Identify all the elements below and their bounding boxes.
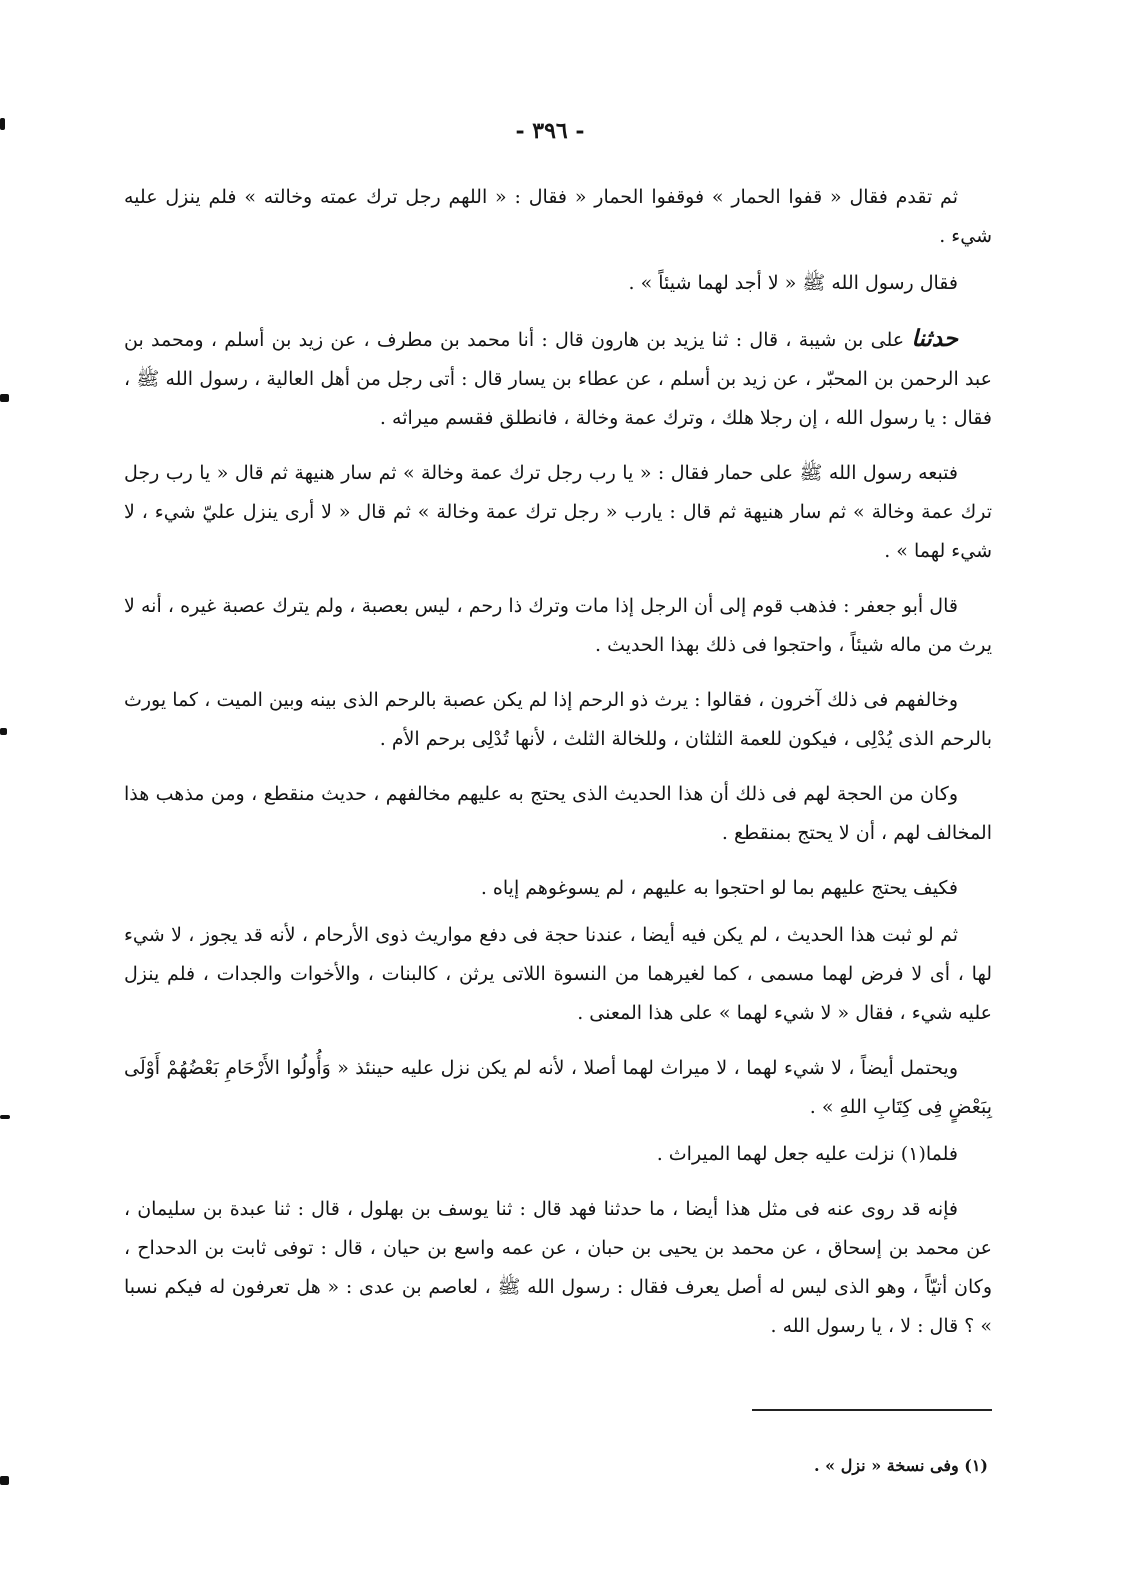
- footnote: (١) وفى نسخة « نزل » .: [814, 1456, 988, 1475]
- scan-edge-mark: [0, 118, 5, 130]
- paragraph-with-hadd: [124, 319, 992, 438]
- scan-edge-mark: [0, 1115, 10, 1119]
- paragraph-text: على بن شيبة ، قال : ثنا يزيد بن هارون قال : أنا محمد بن مطرف ، عن زيد بن أسلم ، ومحمد بن عبد الرحمن بن المحبّر ، عن زيد بن أسلم ، عن عطاء بن يسار قال : أتى رجل من أهل العالية ، رسول الله ﷺ ، فقال : يا رسول الله ، إن رجلا هلك ، وترك عمة وخالة ، فانطلق فقسم ميراثه .: [124, 329, 992, 429]
- paragraph: قال أبو جعفر : فذهب قوم إلى أن الرجل إذا مات وترك ذا رحم ، ليس بعصبة ، ولم يترك عصبة غيره ، أنه لا يرث من ماله شيئاً ، واحتجوا فى ذلك بهذا الحديث .: [124, 595, 992, 656]
- paragraph: وكان من الحجة لهم فى ذلك أن هذا الحديث الذى يحتج به عليهم مخالفهم ، حديث منقطع ، ومن مذهب هذا المخالف لهم ، أن لا يحتج بمنقطع .: [124, 783, 992, 844]
- paragraph: فقال رسول الله ﷺ « لا أجد لهما شيئاً » .: [628, 272, 958, 294]
- paragraph: ويحتمل أيضاً ، لا شيء لهما ، لا ميراث لهما أصلا ، لأنه لم يكن نزل عليه حينئذ « وَأُولُوا الأَرْحَامِ بَعْضُهُمْ أَوْلَى بِبَعْضٍ فِى كِتَابِ اللهِ » .: [124, 1057, 992, 1118]
- paragraph: وخالفهم فى ذلك آخرون ، فقالوا : يرث ذو الرحم إذا لم يكن عصبة بالرحم الذى بينه وبين الميت ، كما يورث بالرحم الذى يُدْلِى ، فيكون للعمة الثلثان ، وللخالة الثلث ، لأنها تُدْلِى برحم الأم .: [124, 689, 992, 750]
- paragraph: فتبعه رسول الله ﷺ على حمار فقال : « يا رب رجل ترك عمة وخالة » ثم سار هنيهة ثم قال « يا رب رجل ترك عمة وخالة » ثم سار هنيهة ثم قال : يارب « رجل ترك عمة وخالة » ثم قال « لا أرى ينزل عليّ شيء ، لا شيء لهما » .: [124, 462, 992, 562]
- scan-edge-mark: [0, 728, 7, 735]
- page-number: - ٣٩٦ -: [515, 118, 585, 144]
- hadd-word: حدثنا: [911, 325, 959, 352]
- paragraph: فإنه قد روى عنه فى مثل هذا أيضا ، ما حدثنا فهد قال : ثنا يوسف بن بهلول ، قال : ثنا عبدة بن سليمان ، عن محمد بن إسحاق ، عن محمد بن يحيى بن حبان ، عن عمه واسع بن حيان ، قال : توفى ثابت بن الدحداح ، وكان أتيّاً ، وهو الذى ليس له أصل يعرف فقال : رسول الله ﷺ ، لعاصم بن عدى : « هل تعرفون له فيكم نسبا » ؟ قال : لا ، يا رسول الله .: [124, 1198, 992, 1337]
- body-text: [124, 178, 992, 1346]
- paragraph: فلما(١) نزلت عليه جعل لهما الميراث .: [656, 1143, 958, 1165]
- footnote-divider: [752, 1409, 992, 1411]
- paragraph: ثم تقدم فقال « قفوا الحمار » فوقفوا الحمار « فقال : « اللهم رجل ترك عمته وخالته » فلم ينزل عليه شيء .: [124, 186, 992, 247]
- scan-edge-mark: [0, 1476, 9, 1485]
- paragraph: ثم لو ثبت هذا الحديث ، لم يكن فيه أيضا ، عندنا حجة فى دفع مواريث ذوى الأرحام ، لأنه قد يجوز ، لا شيء لها ، أى لا فرض لهما مسمى ، كما لغيرهما من النسوة اللاتى يرثن ، كالبنات ، والأخوات والجدات ، فلم ينزل عليه شيء ، فقال « لا شيء لهما » على هذا المعنى .: [124, 924, 992, 1024]
- scan-edge-mark: [0, 394, 9, 402]
- paragraph: فكيف يحتج عليهم بما لو احتجوا به عليهم ، لم يسوغوهم إياه .: [480, 877, 958, 899]
